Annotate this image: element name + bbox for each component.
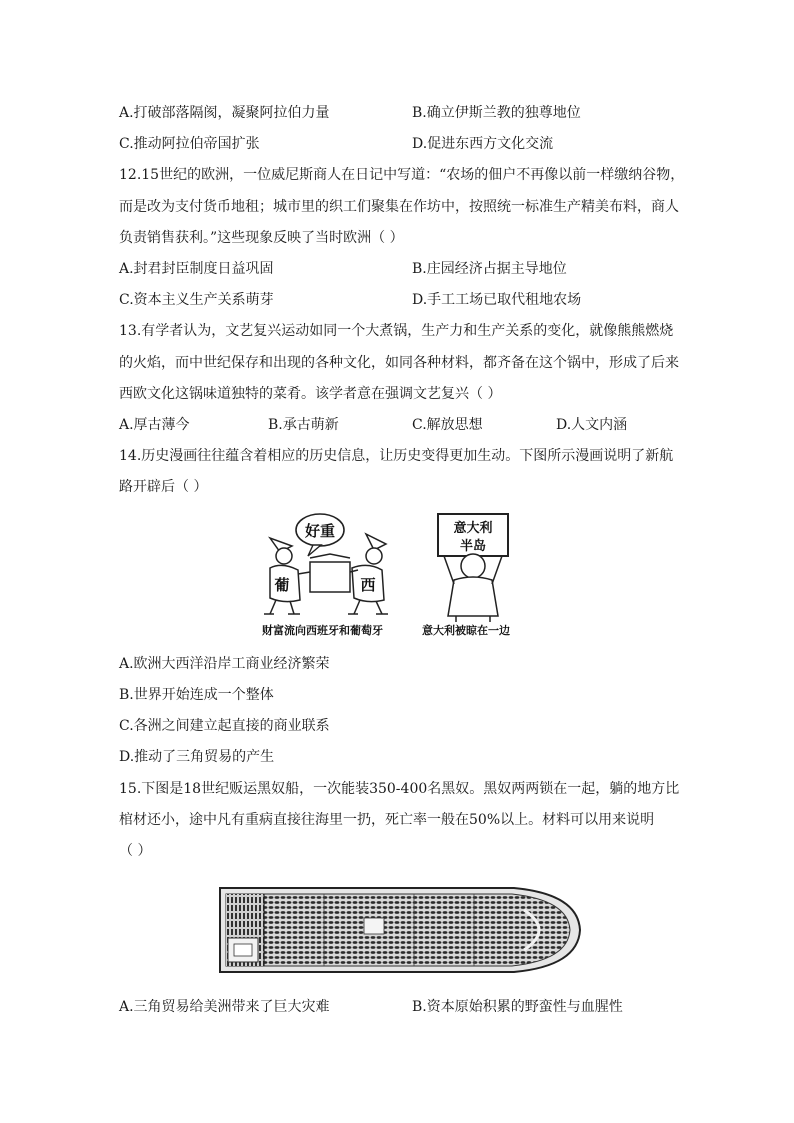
sign-text-line1: 意大利 [453,521,493,536]
q15-stem-line3: （ ） [119,843,152,859]
q12-stem-line3: 负责销售获利。”这些现象反映了当时欧洲（ ） [119,230,404,246]
speech-bubble [296,514,344,556]
q13-option-c: C.解放思想 [412,417,483,433]
q13-option-a: A.厚古薄今 [119,417,190,433]
q14-stem-line1: 14.历史漫画往往蕴含着相应的历史信息，让历史变得更加生动。下图所示漫画说明了新航 [119,448,674,464]
q12-option-c: C.资本主义生产关系萌芽 [119,292,274,308]
q13-stem-line1: 13.有学者认为，文艺复兴运动如同一个大煮锅，生产力和生产关系的变化，就像熊熊燃烧 [119,323,674,339]
q13-stem-line2: 的火焰，而中世纪保存和出现的各种文化，如同各种材料，都齐备在这个锅中，形成了后来 [119,355,679,371]
q12-option-b: B.庄园经济占据主导地位 [412,261,567,277]
q15-stem-line2: 棺材还小，途中凡有重病直接往海里一扔，死亡率一般在50%以上。材料可以用来说明 [119,812,655,828]
q13-option-b: B.承古萌新 [268,417,339,433]
q11-option-a: A.打破部落隔阂，凝聚阿拉伯力量 [119,105,330,121]
cartoon-caption-left: 财富流向西班牙和葡萄牙 [262,624,383,637]
q15-option-a: A.三角贸易给美洲带来了巨大灾难 [119,999,330,1015]
q11-option-d: D.促进东西方文化交流 [412,136,554,152]
sign-text-line2: 半岛 [459,539,487,554]
slave-ship-diagram [214,880,584,980]
q12-stem-line2: 而是改为支付货币地租；城市里的织工们聚集在作坊中，按照统一标准生产精美布料，商人 [119,199,679,215]
q13-stem-line3: 西欧文化这锅味道独特的菜肴。该学者意在强调文艺复兴（ ） [119,386,502,402]
bubble-text: 好重 [304,522,336,540]
figure-spain [348,534,388,614]
cartoon-illustration [258,508,548,624]
q15-option-b: B.资本原始积累的野蛮性与血腥性 [412,999,623,1015]
q11-option-c: C.推动阿拉伯帝国扩张 [119,136,260,152]
q14-option-b: B.世界开始连成一个整体 [119,687,274,703]
q15-stem-line1: 15.下图是18世纪贩运黑奴船，一次能装350-400名黑奴。黑奴两两锁在一起，躺的地方比 [119,781,680,797]
q14-option-d: D.推动了三角贸易的产生 [119,749,275,765]
q12-option-d: D.手工工场已取代租地农场 [412,292,582,308]
q12-option-a: A.封君封臣制度日益巩固 [119,261,274,277]
q14-stem-line2: 路开辟后（ ） [119,479,208,495]
q11-option-b: B.确立伊斯兰教的独尊地位 [412,105,581,121]
q12-stem-line1: 12.15世纪的欧洲，一位威尼斯商人在日记中写道：“农场的佃户不再像以前一样缴纳谷物， [119,167,685,183]
portugal-label: 葡 [274,576,290,594]
q14-option-c: C.各洲之间建立起直接的商业联系 [119,718,330,734]
cartoon-caption-right: 意大利被晾在一边 [422,624,510,637]
wealth-bag [310,554,350,592]
q14-option-a: A.欧洲大西洋沿岸工商业经济繁荣 [119,656,330,672]
spain-label: 西 [360,576,376,594]
q13-option-d: D.人文内涵 [556,417,628,433]
